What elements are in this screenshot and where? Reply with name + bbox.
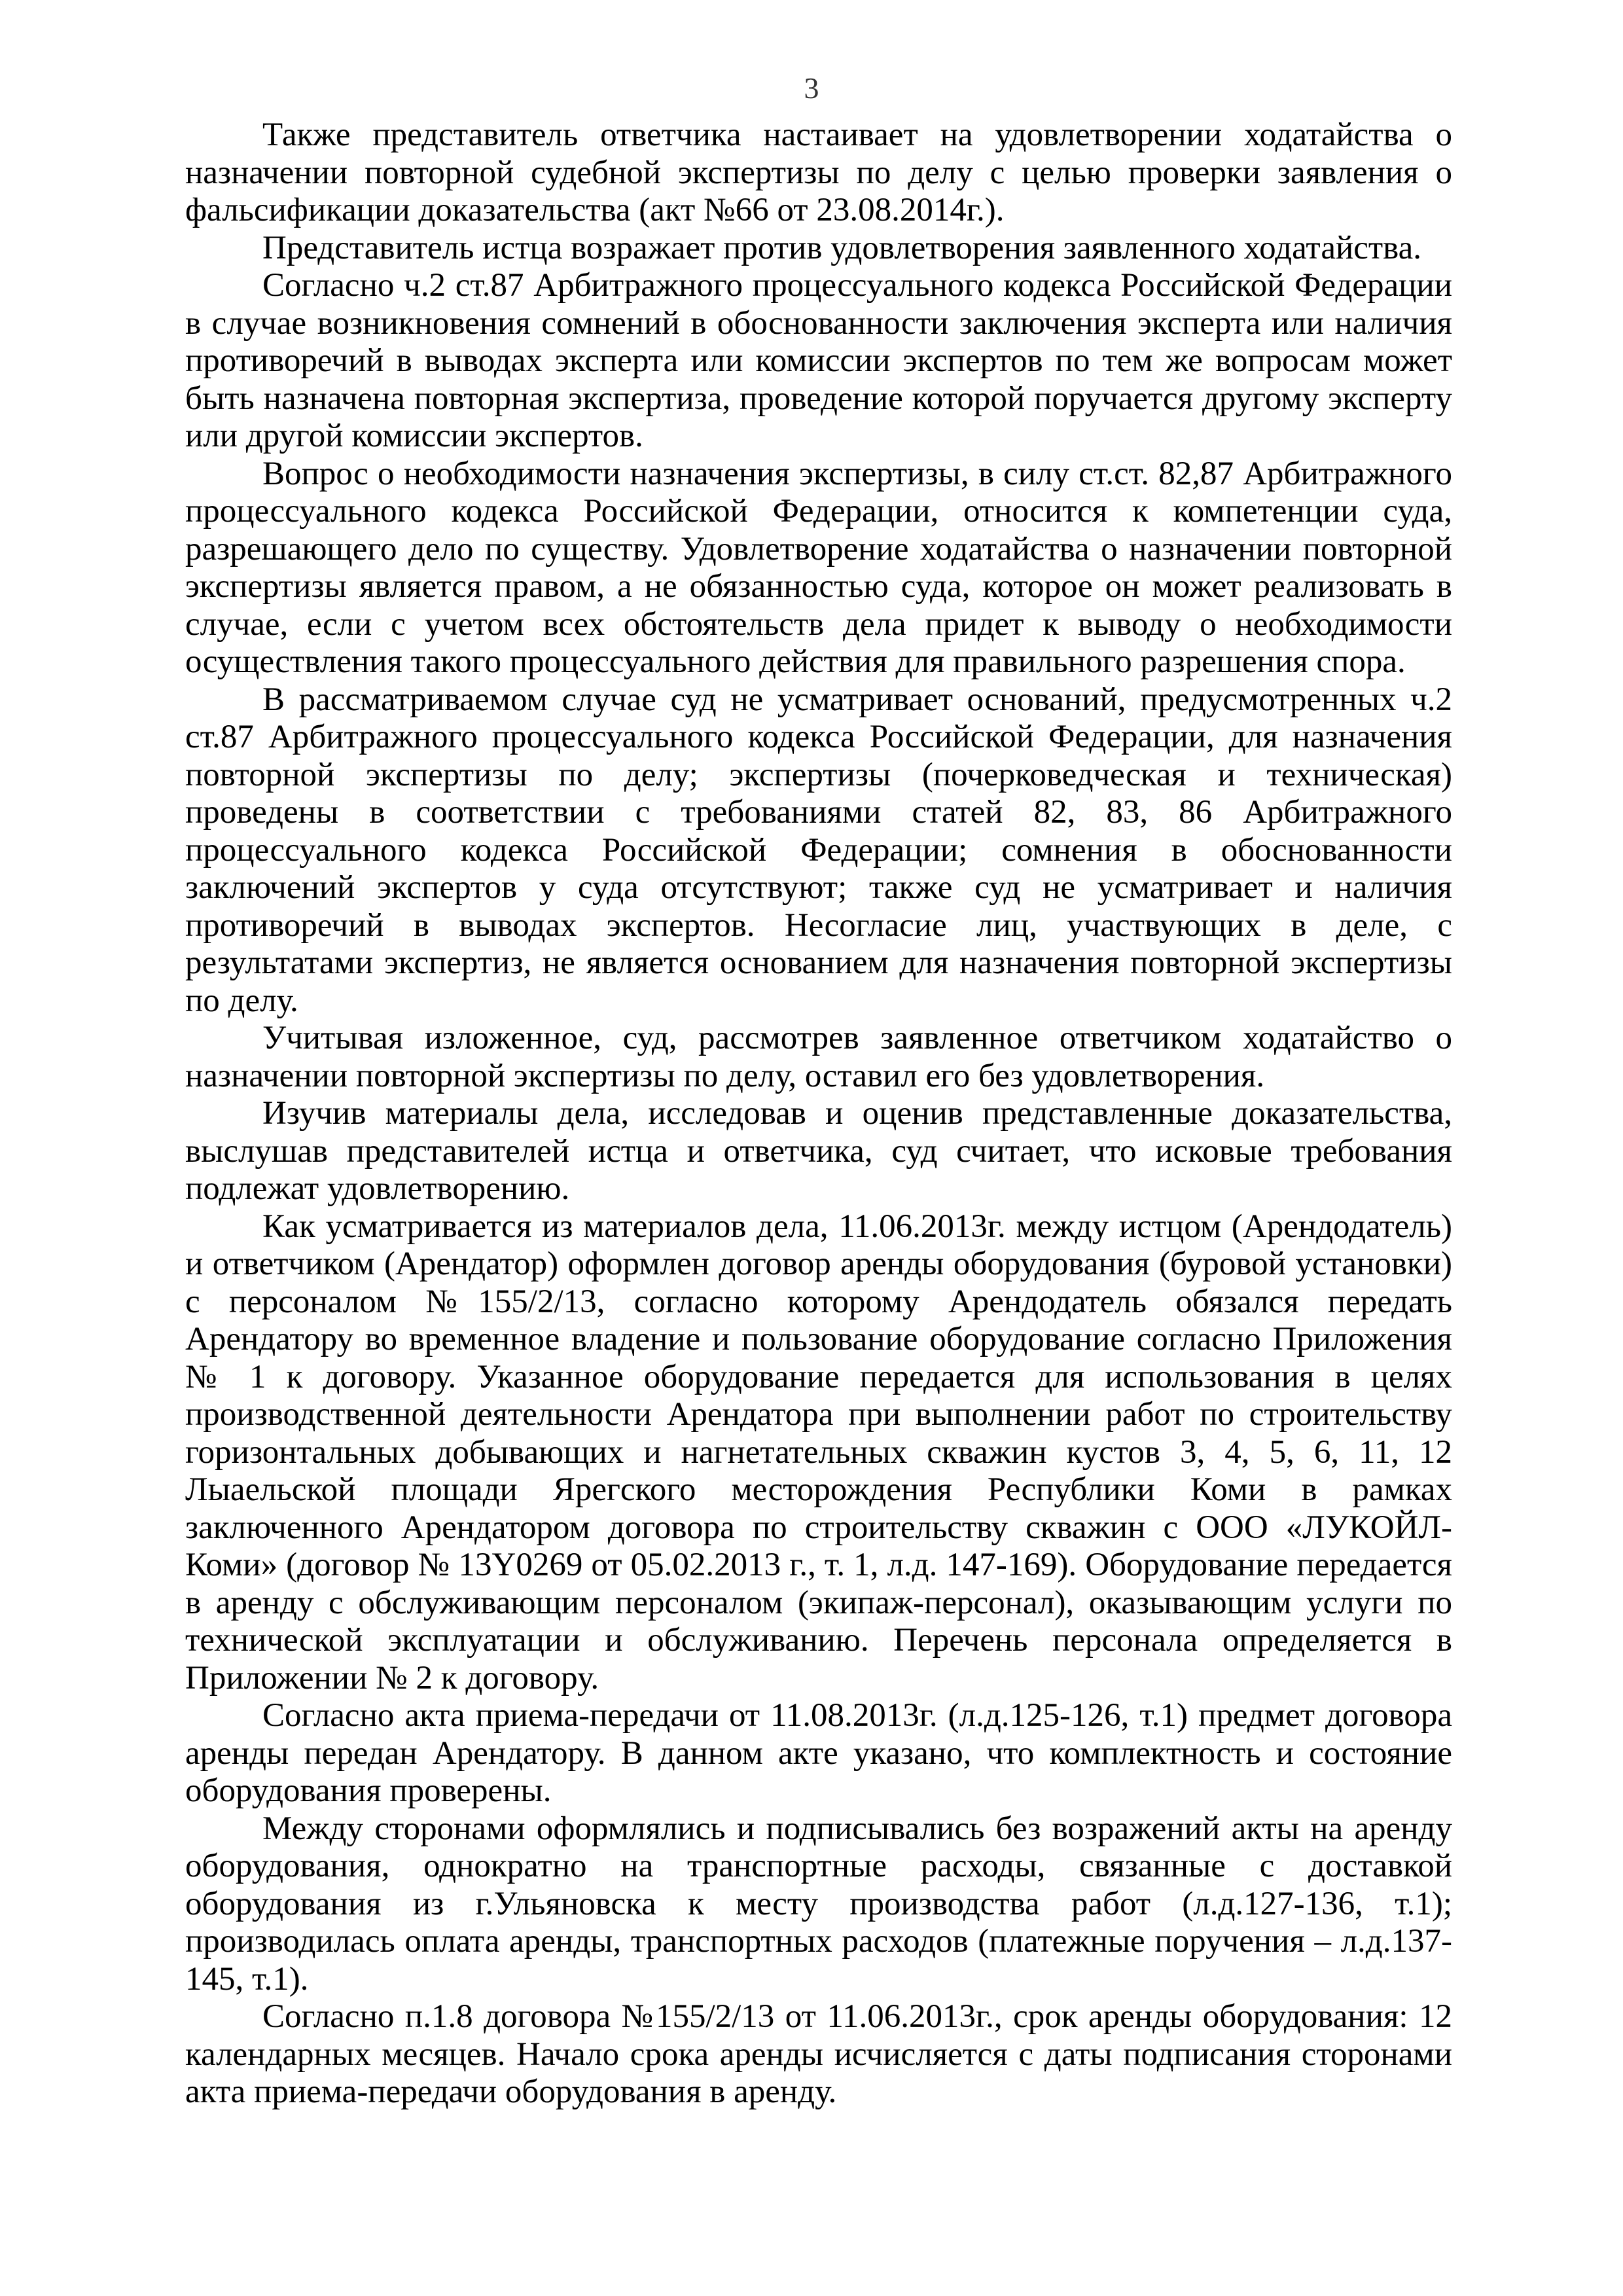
- paragraph-5: В рассматриваемом случае суд не усматривает оснований, предусмотренных ч.2 ст.87 Арбитражного процессуального кодекса Российской Федерации, для назначения повторной экспертизы по делу; экспертизы (почерковедческая и техническая) проведены в соответствии с требованиями статей 82, 83, 86 Арбитражного процессуального кодекса Российской Федерации; сомнения в обоснованности заключений экспертов у суда отсутствуют; также суд не усматривает и наличия противоречий в выводах экспертов. Несогласие лиц, участвующих в деле, с результатами экспертиз, не является основанием для назначения повторной экспертизы по делу.: [185, 681, 1452, 1019]
- document-body: [185, 117, 1452, 2111]
- paragraph-1: Также представитель ответчика настаивает на удовлетворении ходатайства о назначении повторной судебной экспертизы по делу с целью проверки заявления о фальсификации доказательства (акт №66 от 23.08.2014г.).: [185, 117, 1452, 228]
- paragraph-8: Как усматривается из материалов дела, 11.06.2013г. между истцом (Арендодатель) и ответчиком (Арендатор) оформлен договор аренды оборудования (буровой установки) с персоналом №155/2/13, согласно которому Арендодатель обязался передать Арендатору во временное владение и пользование оборудование согласно Приложения № 1 к договору. Указанное оборудование передается для использования в целях производственной деятельности Арендатора при выполнении работ по строительству горизонтальных добывающих и нагнетательных скважин кустов 3, 4, 5, 6, 11, 12 Лыаельской площади Ярегского месторождения Республики Коми в рамках заключенного Арендатором договора по строительству скважин с ООО «ЛУКОЙЛ-Коми» (договор № 13Y0269 от 05.02.2013 г., т. 1, л.д. 147-169). Оборудование передается в аренду с обслуживающим персоналом (экипаж-персонал), оказывающим услуги по технической эксплуатации и обслуживанию. Перечень персонала определяется в Приложении № 2 к договору.: [185, 1208, 1452, 1696]
- paragraph-11: Согласно п.1.8 договора №155/2/13 от 11.06.2013г., срок аренды оборудования: 12 календарных месяцев. Начало срока аренды исчисляется с даты подписания сторонами акта приема-передачи оборудования в аренду.: [185, 1998, 1452, 2110]
- paragraph-4: Вопрос о необходимости назначения экспертизы, в силу ст.ст. 82,87 Арбитражного процессуального кодекса Российской Федерации, относится к компетенции суда, разрешающего дело по существу. Удовлетворение ходатайства о назначении повторной экспертизы является правом, а не обязанностью суда, которое он может реализовать в случае, если с учетом всех обстоятельств дела придет к выводу о необходимости осуществления такого процессуального действия для правильного разрешения спора.: [185, 455, 1452, 680]
- page-number: 3: [804, 71, 819, 105]
- paragraph-9: Согласно акта приема-передачи от 11.08.2013г. (л.д.125-126, т.1) предмет договора аренды передан Арендатору. В данном акте указано, что комплектность и состояние оборудования проверены.: [185, 1697, 1452, 1809]
- paragraph-3: Согласно ч.2 ст.87 Арбитражного процессуального кодекса Российской Федерации в случае возникновения сомнений в обоснованности заключения эксперта или наличия противоречий в выводах эксперта или комиссии экспертов по тем же вопросам может быть назначена повторная экспертиза, проведение которой поручается другому эксперту или другой комиссии экспертов.: [185, 267, 1452, 454]
- paragraph-2: Представитель истца возражает против удовлетворения заявленного ходатайства.: [262, 229, 1421, 266]
- paragraph-7: Изучив материалы дела, исследовав и оценив представленные доказательства, выслушав представителей истца и ответчика, суд считает, что исковые требования подлежат удовлетворению.: [185, 1095, 1452, 1207]
- paragraph-6: Учитывая изложенное, суд, рассмотрев заявленное ответчиком ходатайство о назначении повторной экспертизы по делу, оставил его без удовлетворения.: [185, 1020, 1452, 1094]
- paragraph-10: Между сторонами оформлялись и подписывались без возражений акты на аренду оборудования, однократно на транспортные расходы, связанные с доставкой оборудования из г.Ульяновска к месту производства работ (л.д.127-136, т.1); производилась оплата аренды, транспортных расходов (платежные поручения – л.д.137-145, т.1).: [185, 1810, 1452, 1998]
